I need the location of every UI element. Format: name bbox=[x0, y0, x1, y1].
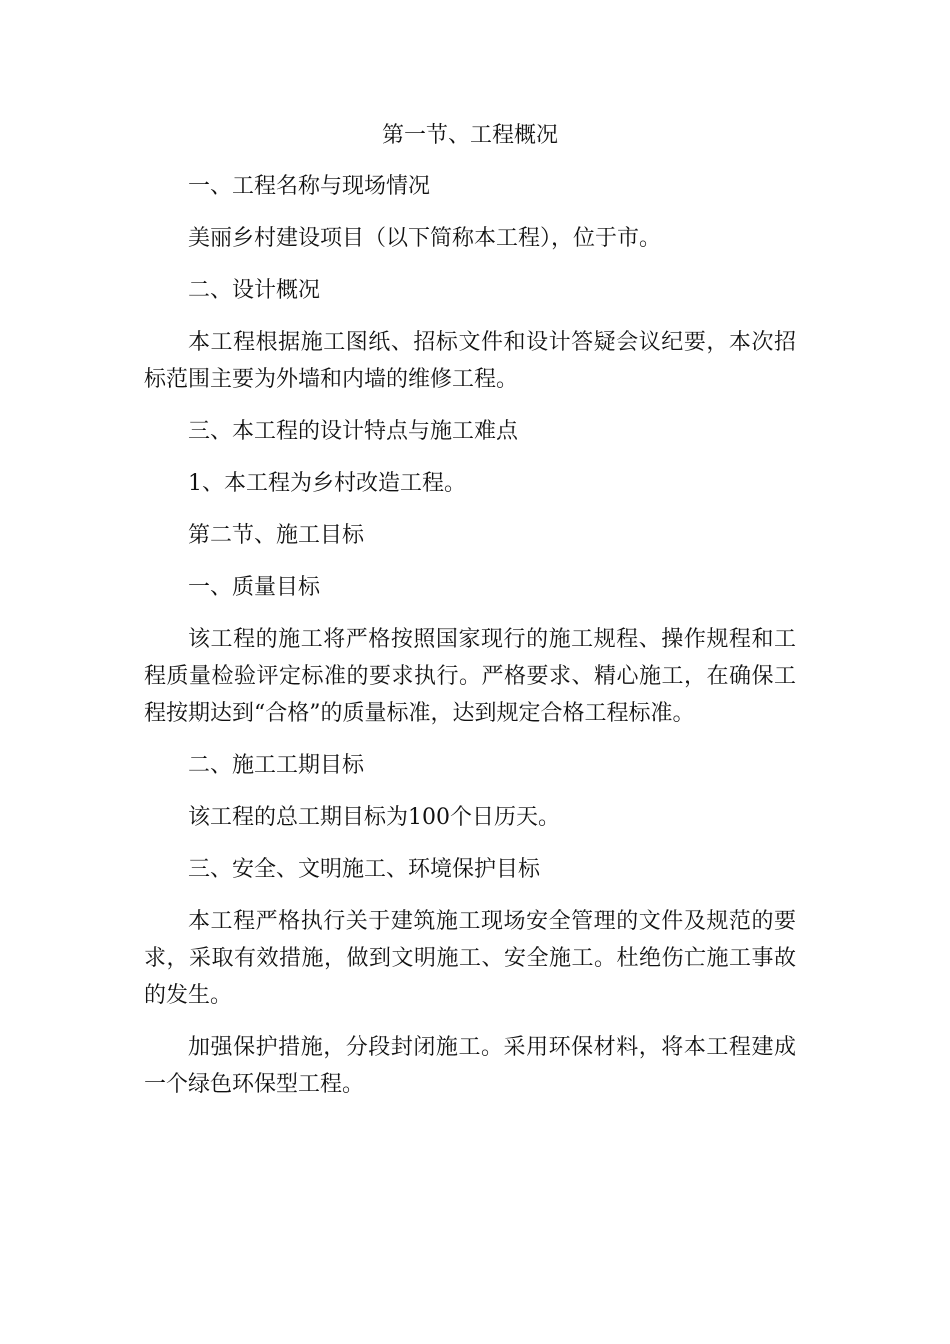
subheading-quality-goal: 一、质量目标 bbox=[188, 575, 321, 600]
subheading-safety-goal: 三、安全、文明施工、环境保护目标 bbox=[188, 857, 541, 882]
subheading-schedule-goal: 二、施工工期目标 bbox=[188, 753, 365, 778]
paragraph-quality-goal: 该工程的施工将严格按照国家现行的施工规程、操作规程和工程质量检验评定标准的要求执行。严格要求、精心施工，在确保工程按期达到“合格”的质量标准，达到规定合格工程标准。 bbox=[144, 627, 796, 726]
paragraph-environment-goal: 加强保护措施，分段封闭施工。采用环保材料，将本工程建成一个绿色环保型工程。 bbox=[144, 1035, 796, 1097]
section-title-1: 第一节、工程概况 bbox=[381, 123, 558, 148]
section-title-2: 第二节、施工目标 bbox=[188, 523, 365, 548]
subheading-project-name: 一、工程名称与现场情况 bbox=[188, 174, 431, 199]
subheading-design-features: 三、本工程的设计特点与施工难点 bbox=[188, 419, 519, 444]
paragraph-design-overview: 本工程根据施工图纸、招标文件和设计答疑会议纪要，本次招标范围主要为外墙和内墙的维修工程。 bbox=[144, 330, 796, 392]
document-body bbox=[144, 117, 796, 1118]
paragraph-design-features: 1、本工程为乡村改造工程。 bbox=[188, 471, 466, 496]
paragraph-safety-goal: 本工程严格执行关于建筑施工现场安全管理的文件及规范的要求，采取有效措施，做到文明施工、安全施工。杜绝伤亡施工事故的发生。 bbox=[144, 909, 796, 1008]
subheading-design-overview: 二、设计概况 bbox=[188, 278, 321, 303]
paragraph-project-location: 美丽乡村建设项目（以下简称本工程），位于市。 bbox=[188, 226, 662, 251]
paragraph-schedule-goal: 该工程的总工期目标为100个日历天。 bbox=[188, 805, 560, 830]
